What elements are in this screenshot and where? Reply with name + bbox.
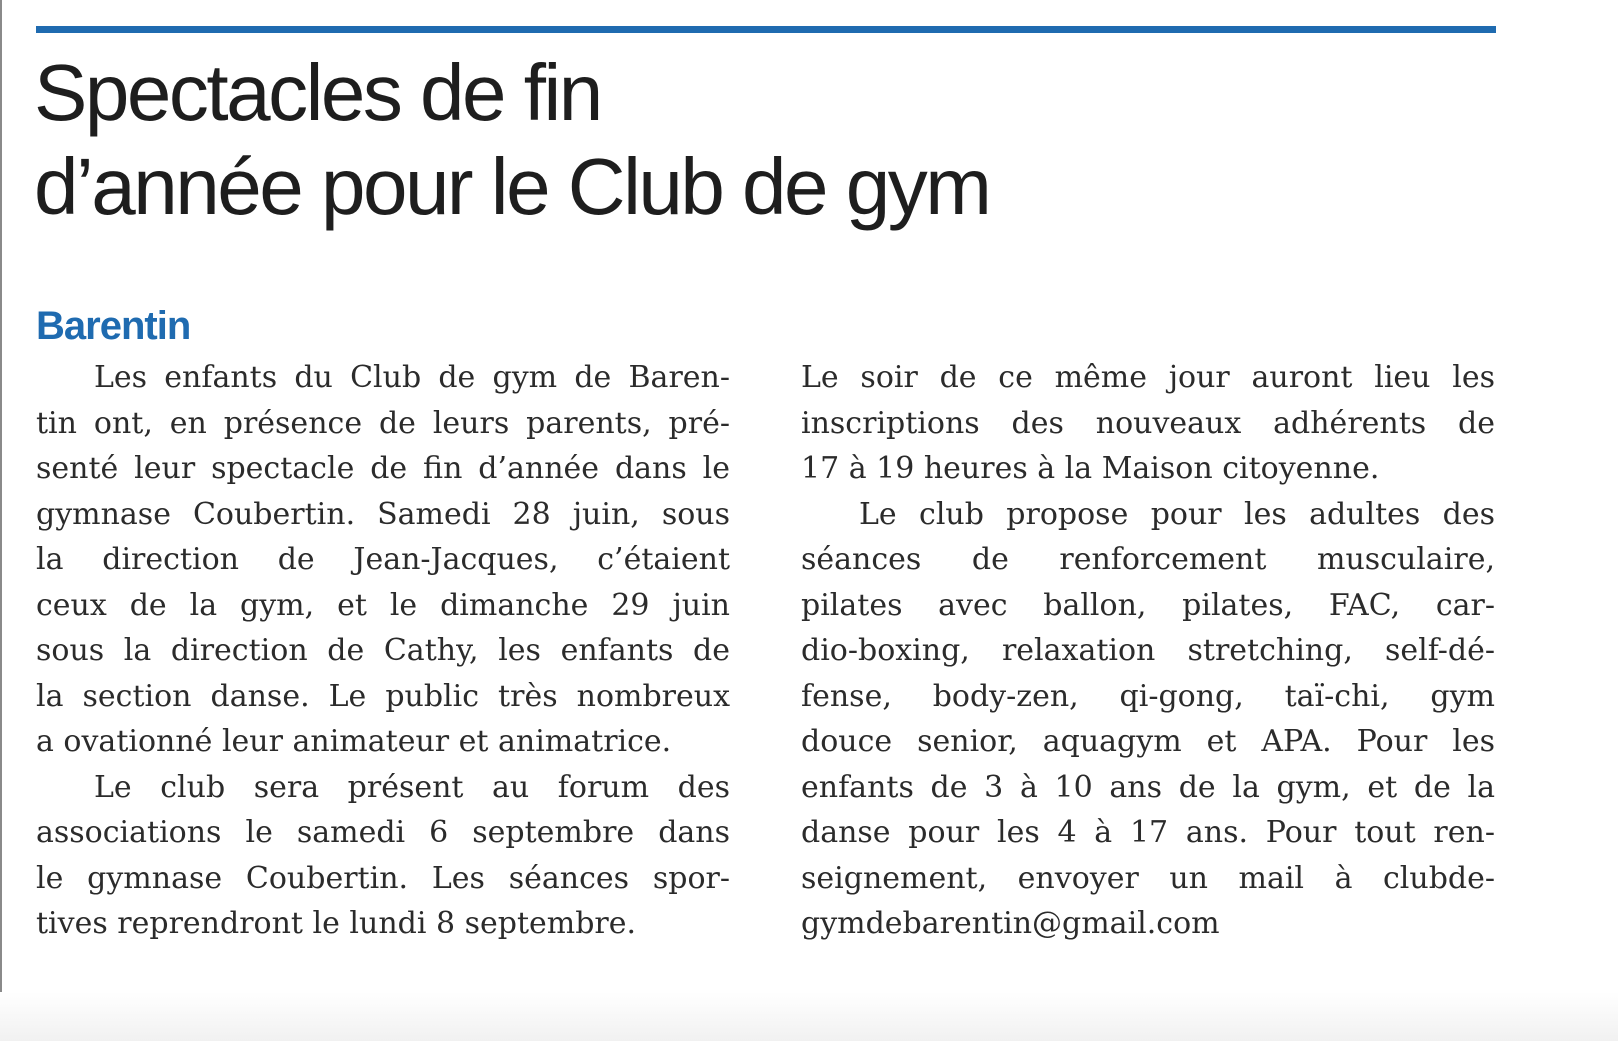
page-bottom-shadow — [0, 992, 1618, 1041]
headline-line-2: d’année pour le Club de gym — [34, 142, 990, 231]
headline-line-1: Spectacles de fin — [34, 48, 601, 137]
body-text-line: pilates avec ballon, pilates, FAC, car- — [801, 587, 1495, 623]
article-headline — [34, 46, 1334, 234]
body-text-line: la section danse. Le public très nombreux — [36, 678, 730, 714]
top-rule — [36, 26, 1496, 33]
article-column-left — [36, 355, 730, 947]
body-text-line: douce senior, aquagym et APA. Pour les — [801, 724, 1495, 759]
body-text-line: senté leur spectacle de fin d’année dans le — [36, 451, 730, 486]
body-text-line: la direction de Jean-Jacques, c’étaient — [36, 542, 730, 577]
body-text-line: enfants de 3 à 10 ans de la gym, et de la — [801, 769, 1495, 805]
body-text-line: ceux de la gym, et le dimanche 29 juin — [36, 587, 730, 623]
body-text-line: tin ont, en présence de leurs parents, pré- — [36, 405, 730, 441]
body-text-line: fense, body-zen, qi-gong, taï-chi, gym — [801, 678, 1495, 714]
body-text-line: tives reprendront le lundi 8 septembre. — [36, 906, 637, 941]
body-text-line: Le soir de ce même jour auront lieu les — [801, 360, 1495, 395]
body-text-line: gymnase Coubertin. Samedi 28 juin, sous — [36, 496, 730, 532]
body-text-line: associations le samedi 6 septembre dans — [36, 815, 730, 850]
body-text-line: 17 à 19 heures à la Maison citoyenne. — [801, 451, 1380, 486]
body-text-line: gymdebarentin@gmail.com — [801, 906, 1220, 941]
body-text-line: inscriptions des nouveaux adhérents de — [801, 405, 1495, 441]
body-text-line: Le club propose pour les adultes des — [859, 496, 1495, 532]
body-text-line: dio-boxing, relaxation stretching, self-dé- — [801, 633, 1495, 668]
body-text-line: a ovationné leur animateur et animatrice. — [36, 724, 672, 759]
page-edge — [0, 0, 2, 1041]
body-text-line: seignement, envoyer un mail à clubde- — [801, 860, 1495, 896]
body-text-line: sous la direction de Cathy, les enfants de — [36, 633, 730, 668]
article-column-right — [801, 355, 1495, 947]
body-text-line: séances de renforcement musculaire, — [801, 542, 1495, 577]
body-text-line: Les enfants du Club de gym de Baren- — [94, 360, 730, 395]
body-text-line: Le club sera présent au forum des — [94, 769, 730, 805]
body-text-line: le gymnase Coubertin. Les séances spor- — [36, 860, 730, 896]
location-kicker: Barentin — [36, 304, 191, 348]
body-text-line: danse pour les 4 à 17 ans. Pour tout ren- — [801, 815, 1495, 850]
